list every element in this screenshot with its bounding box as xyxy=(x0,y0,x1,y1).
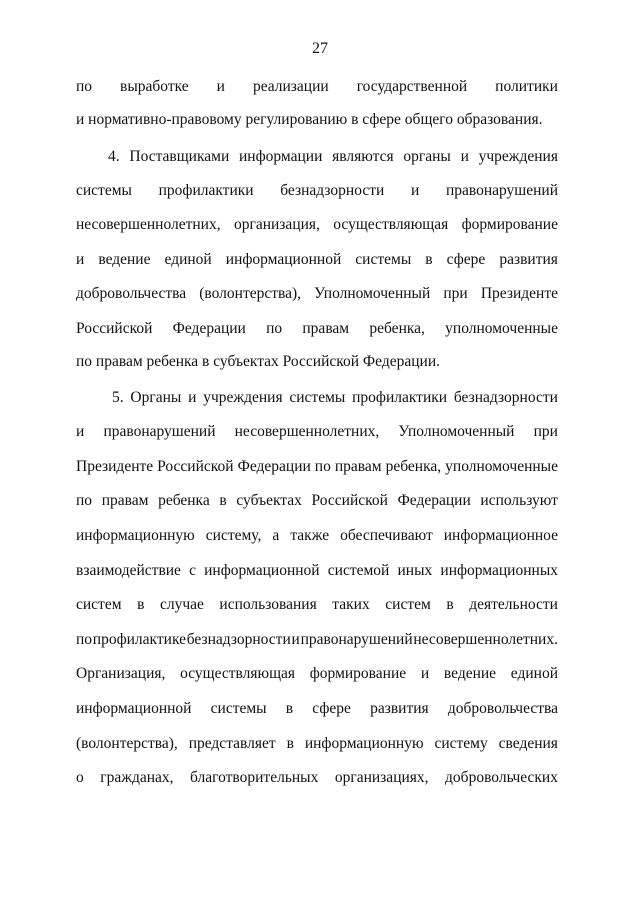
word: системы xyxy=(289,389,346,406)
word: Федерации xyxy=(237,458,311,475)
word: несовершеннолетних, xyxy=(76,216,221,233)
word: правам xyxy=(302,320,350,337)
word: несовершеннолетних. xyxy=(413,631,558,648)
word: ведение xyxy=(98,251,151,268)
word: обеспечивают xyxy=(340,527,433,544)
word: Федерации xyxy=(172,320,246,337)
word: по xyxy=(76,631,93,648)
word: Федерации xyxy=(397,492,471,509)
word: осуществляющая xyxy=(180,665,296,682)
word: в xyxy=(446,596,454,613)
word: системой xyxy=(327,562,390,579)
word: формирование xyxy=(309,665,407,682)
word: правонарушений xyxy=(103,423,216,440)
text-line xyxy=(76,457,558,477)
word: информационной xyxy=(76,700,192,717)
word: безнадзорности xyxy=(280,182,385,199)
word: единой xyxy=(510,665,558,682)
word: правонарушений xyxy=(445,182,558,199)
word: ребенка xyxy=(158,492,210,509)
word: информационной xyxy=(225,251,342,268)
word: безнадзорности xyxy=(186,631,291,648)
word: использования xyxy=(219,596,317,613)
word: развития xyxy=(499,251,558,268)
text-line xyxy=(76,768,558,788)
word: профилактики xyxy=(158,182,254,199)
word: политики xyxy=(495,78,558,95)
word: таких xyxy=(332,596,370,613)
word: организация, xyxy=(233,216,320,233)
paragraph-5-start xyxy=(112,388,558,408)
word: органы xyxy=(403,148,451,165)
word: в xyxy=(286,735,294,752)
word: правонарушений xyxy=(300,631,413,648)
word: и xyxy=(188,389,197,406)
word: информации xyxy=(239,148,323,165)
word: единой xyxy=(164,251,212,268)
text-line xyxy=(76,699,558,719)
text-line xyxy=(76,284,558,304)
word: в xyxy=(285,700,294,717)
text-line xyxy=(76,319,558,339)
word: также xyxy=(290,527,330,544)
word: профилактики xyxy=(352,389,448,406)
word: безнадзорности xyxy=(453,389,558,406)
text-line: и нормативно-правовому регулированию в сфере общего образования. xyxy=(76,111,543,128)
word: Уполномоченный xyxy=(398,423,515,440)
word: при xyxy=(443,285,468,302)
word: и xyxy=(420,665,430,682)
text-line xyxy=(76,630,558,650)
word: добровольчества xyxy=(76,285,187,302)
text-line xyxy=(76,561,558,581)
word: (волонтерства), xyxy=(199,285,302,302)
word: Президенте xyxy=(480,285,558,302)
word: добровольчества xyxy=(447,700,558,717)
word: развития xyxy=(370,700,429,717)
word: и xyxy=(460,148,469,165)
word: системы xyxy=(76,182,132,199)
word: ребенка, xyxy=(369,320,425,337)
word: формирование xyxy=(461,216,558,233)
word: в xyxy=(425,251,433,268)
word: правам xyxy=(334,458,382,475)
word: и xyxy=(76,423,85,440)
word: Российской xyxy=(157,458,234,475)
word: с xyxy=(189,562,196,579)
word: Организация, xyxy=(76,665,166,682)
word: систем xyxy=(385,596,431,613)
word: профилактике xyxy=(92,631,186,648)
word: системы xyxy=(210,700,267,717)
text-line xyxy=(76,595,558,615)
word: осуществляющая xyxy=(333,216,449,233)
text-line xyxy=(76,250,558,270)
page-number: 27 xyxy=(312,40,328,57)
word: Российской xyxy=(76,320,153,337)
word: по xyxy=(314,458,331,475)
word: 5. xyxy=(112,389,124,406)
word: представляет xyxy=(188,735,276,752)
word: о xyxy=(76,769,84,786)
word: по xyxy=(76,492,93,509)
word: при xyxy=(533,423,558,440)
word: Органы xyxy=(130,389,182,406)
word: взаимодействие xyxy=(76,562,181,579)
word: организациях, xyxy=(334,769,429,786)
paragraph-4-start xyxy=(108,147,558,167)
text-line xyxy=(76,491,558,511)
word: Поставщиками xyxy=(129,148,230,165)
word: систему, xyxy=(205,527,262,544)
word: несовершеннолетних, xyxy=(234,423,380,440)
word: уполномоченные xyxy=(445,458,558,475)
word: ведение xyxy=(443,665,497,682)
word: выработке xyxy=(120,78,189,95)
word: по xyxy=(76,78,93,95)
word: в xyxy=(137,596,145,613)
text-line xyxy=(76,526,558,546)
text-line xyxy=(76,734,558,754)
word: информационной xyxy=(204,562,320,579)
word: информационное xyxy=(443,527,558,544)
word: правам xyxy=(101,492,149,509)
word: учреждения xyxy=(478,148,558,165)
word: и xyxy=(410,182,420,199)
word: добровольческих xyxy=(445,769,558,786)
word: случае xyxy=(159,596,204,613)
word: сфере xyxy=(446,251,486,268)
word: сфере xyxy=(312,700,351,717)
word: уполномоченные xyxy=(445,320,558,337)
word: ребенка, xyxy=(385,458,442,475)
word: Российской xyxy=(311,492,388,509)
word: и xyxy=(76,251,85,268)
text-line xyxy=(76,181,558,201)
word: Президенте xyxy=(76,458,154,475)
word: являются xyxy=(332,148,394,165)
text-line: по правам ребенка в субъектах Российской Федерации. xyxy=(76,353,441,370)
text-line xyxy=(76,77,558,97)
word: субъектах xyxy=(236,492,302,509)
word: деятельности xyxy=(469,596,558,613)
word: информационную xyxy=(304,735,424,752)
word: по xyxy=(266,320,283,337)
text-line xyxy=(76,215,558,235)
word: реализации xyxy=(252,78,329,95)
word: используют xyxy=(480,492,558,509)
word: (волонтерства), xyxy=(76,735,178,752)
word: систему xyxy=(434,735,488,752)
word: и xyxy=(216,78,225,95)
word: систем xyxy=(76,596,122,613)
text-line xyxy=(76,664,558,684)
word: системы xyxy=(355,251,412,268)
word: информационную xyxy=(76,527,195,544)
word: и xyxy=(291,631,300,648)
word: гражданах, xyxy=(100,769,174,786)
word: иных xyxy=(397,562,433,579)
word: благотворительных xyxy=(190,769,319,786)
word: сведения xyxy=(498,735,558,752)
word: в xyxy=(219,492,227,509)
text-line xyxy=(76,422,558,442)
word: Уполномоченный xyxy=(314,285,431,302)
word: а xyxy=(272,527,280,544)
word: государственной xyxy=(356,78,468,95)
word: учреждения xyxy=(203,389,283,406)
word: 4. xyxy=(108,148,120,165)
word: информационных xyxy=(440,562,558,579)
